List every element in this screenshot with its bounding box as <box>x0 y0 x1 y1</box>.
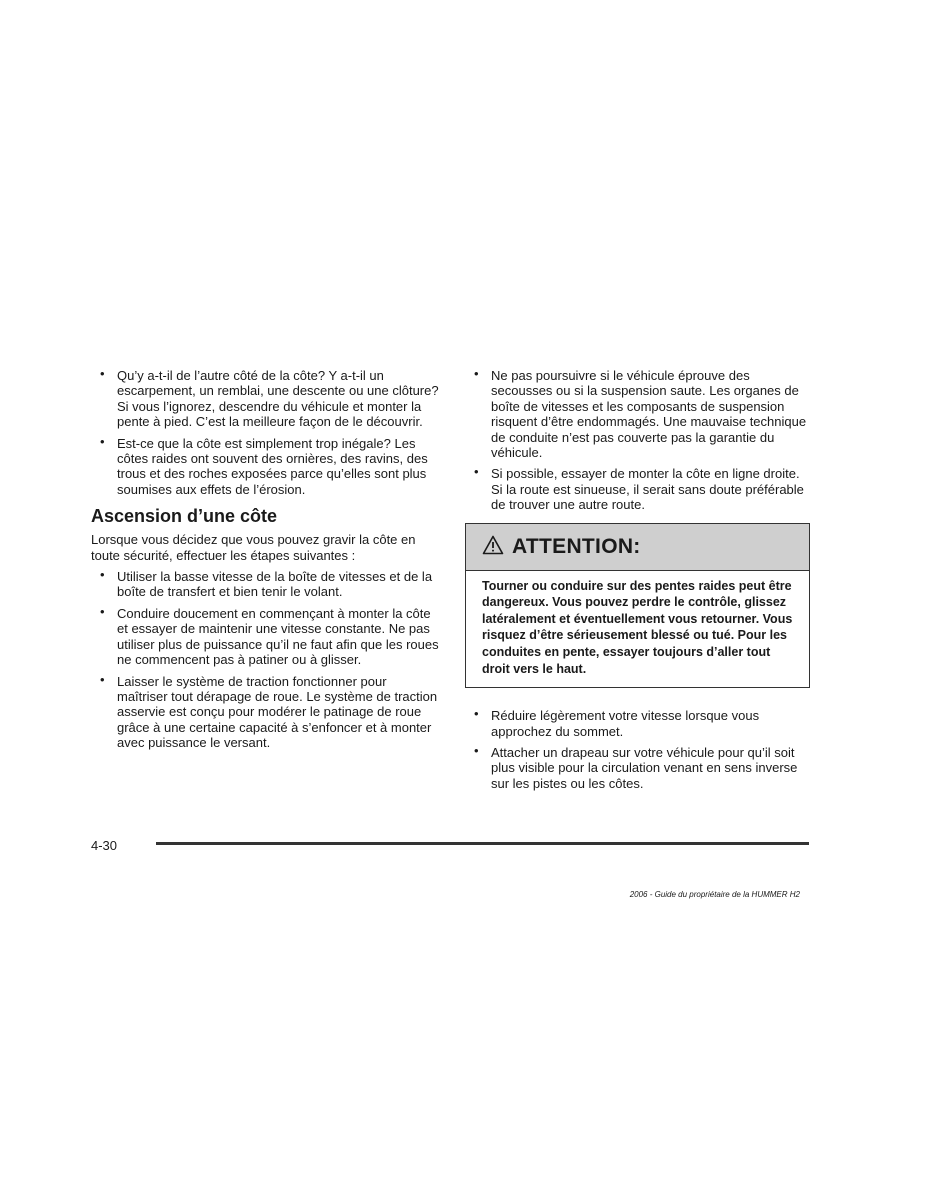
list-item: • Est-ce que la côte est simplement trop inégale? Les côtes raides ont souvent des ornières, des ravins, des trous et des roches exposées parce qu’elles sont plus soumises aux effets de l’érosion. <box>91 436 439 498</box>
warning-text: Tourner ou conduire sur des pentes raides peut être dangereux. Vous pouvez perdre le contrôle, glissez latéralement et éventuellement vous retourner. Vous risquez d’être sérieusement blessé ou tué. Pour les conduites en pente, essayer toujours d’aller tout droit vers le haut. <box>482 578 793 676</box>
section-heading: Ascension d’une côte <box>91 506 278 527</box>
left-column <box>91 368 439 757</box>
footer-text: 2006 - Guide du propriétaire de la HUMMER H2 <box>629 890 800 899</box>
list-item: • Ne pas poursuivre si le véhicule éprouve des secousses ou si la suspension saute. Les organes de boîte de vitesses et les composants de suspension risquent d’être endommagés. Une mauvaise technique de conduite n’est pas couverte pas la garantie du véhicule. <box>465 368 810 460</box>
warning-box <box>465 523 810 689</box>
right-column <box>465 368 810 797</box>
top-bullet-list <box>465 368 810 513</box>
list-item: • Laisser le système de traction fonctionner pour maîtriser tout dérapage de roue. Le système de traction asservie est conçu pour modérer le patinage de roue grâce à une certaine capacité à s’enfoncer et à monter avec puissance le versant. <box>91 674 439 751</box>
list-item: • Qu’y a-t-il de l’autre côté de la côte? Y a-t-il un escarpement, un remblai, une descente ou une clôture? Si vous l’ignorez, descendre du véhicule et monter la pente à pied. C’est la meilleure façon de le découvrir. <box>91 368 439 430</box>
list-item: • Réduire légèrement votre vitesse lorsque vous approchez du sommet. <box>465 708 810 739</box>
warning-header <box>466 524 809 571</box>
page-number: 4-30 <box>91 838 118 853</box>
warning-triangle-icon <box>482 535 504 558</box>
footer-divider <box>156 842 809 845</box>
warning-title: ATTENTION: <box>512 534 641 558</box>
list-item: • Attacher un drapeau sur votre véhicule pour qu’il soit plus visible pour la circulation venant en sens inverse sur les pistes ou les côtes. <box>465 745 810 791</box>
bottom-bullet-list <box>465 708 810 791</box>
intro-paragraph: Lorsque vous décidez que vous pouvez gravir la côte en toute sécurité, effectuer les étapes suivantes : <box>91 532 416 563</box>
list-item: • Utiliser la basse vitesse de la boîte de vitesses et de la boîte de transfert et bien tenir le volant. <box>91 569 439 600</box>
step-bullet-list <box>91 569 439 750</box>
list-item: • Si possible, essayer de monter la côte en ligne droite. Si la route est sinueuse, il serait sans doute préférable de trouver une autre route. <box>465 466 810 512</box>
list-item: • Conduire doucement en commençant à monter la côte et essayer de maintenir une vitesse constante. Ne pas utiliser plus de puissance qu’il ne faut afin que les roues ne commencent pas à patiner ou à glisser. <box>91 606 439 668</box>
intro-bullet-list <box>91 368 439 497</box>
